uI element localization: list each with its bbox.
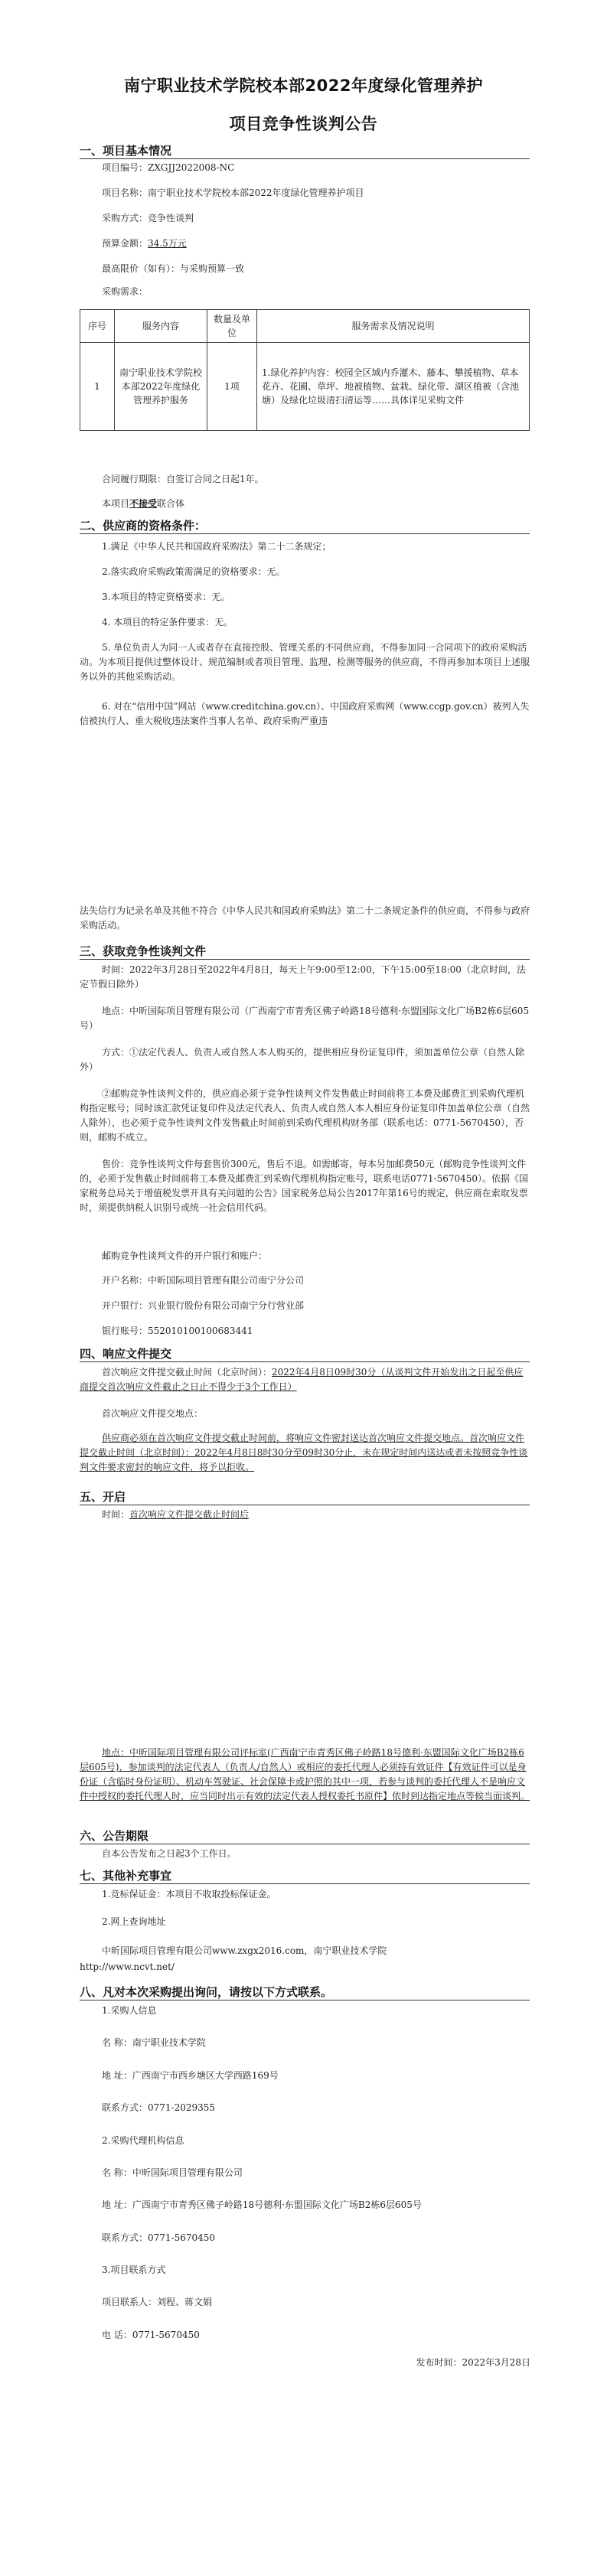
section-7-rule (80, 1883, 530, 1884)
header-description: 服务需求及情况说明 (257, 310, 530, 343)
budget-label: 预算金额： (102, 238, 148, 249)
section-3-rule (80, 959, 530, 960)
project-contact-person: 项目联系人：刘程、蒋文娟 (102, 2297, 213, 2307)
agent-name: 名 称：中昕国际项目管理有限公司 (102, 2167, 243, 2178)
cell-index: 1 (80, 343, 115, 431)
agent-phone: 联系方式：0771-5670450 (102, 2232, 216, 2243)
deposit-note: 1.竞标保证金：本项目不收取投标保证金。 (102, 1889, 276, 1899)
agent-info-title: 2.采购代理机构信息 (102, 2135, 184, 2146)
account-name: 开户名称：中昕国际项目管理有限公司南宁分公司 (102, 1275, 305, 1286)
online-site-ncvt: http://www.ncvt.net/ (80, 1961, 175, 1972)
obtain-time: 时间：2022年3月28日至2022年4月8日，每天上午9:00至12:00，下午15:00至18:00（北京时间，法定节假日除外） (80, 964, 526, 990)
account-bank: 开户银行：兴业银行股份有限公司南宁分行营业部 (102, 1300, 305, 1311)
online-query-label: 2.网上查询地址 (102, 1916, 166, 1927)
obtain-way: 方式：①法定代表人、负责人或自然人本人购买的，提供相应身份证复印件，须加盖单位公章（自然人除外） (80, 1047, 525, 1072)
opening-time-label: 时间： (102, 1509, 130, 1520)
opening-time-value: 首次响应文件提交截止时间后 (129, 1509, 250, 1520)
consortium-post: 联合体 (157, 498, 185, 509)
qualification-item-1: 1.满足《中华人民共和国政府采购法》第二十二条规定； (102, 541, 331, 552)
table-row (80, 343, 530, 431)
consortium-pre: 本项目 (102, 498, 130, 509)
opening-time (102, 1508, 530, 1521)
header-service: 服务内容 (115, 310, 207, 343)
contract-period: 合同履行期限：自签订合同之日起1年。 (102, 474, 264, 484)
consortium-strong: 不接受 (129, 498, 158, 509)
project-contact-phone: 电 话：0771-5670450 (102, 2330, 200, 2340)
qualification-item-6-part-1: 6. 对在“信用中国”网站（www.creditchina.gov.cn）、中国政府采购网（www.ccgp.gov.cn）被列入失信被执行人、重大税收违法案件当事人名单、政府采购严重违 (80, 701, 530, 726)
online-sites: 中昕国际项目管理有限公司www.zxgx2016.com，南宁职业技术学院 (102, 1945, 387, 1956)
buyer-address: 地 址：广西南宁市西乡塘区大学西路169号 (102, 2070, 279, 2081)
announcement-period: 自本公告发布之日起3个工作日。 (102, 1848, 237, 1859)
procurement-method: 采购方式：竞争性谈判 (102, 213, 194, 223)
header-index: 序号 (80, 310, 115, 343)
section-8-heading: 八、凡对本次采购提出询问，请按以下方式联系。 (80, 1985, 333, 1999)
section-6-heading: 六、公告期限 (80, 1829, 149, 1843)
section-7-heading: 七、其他补充事宜 (80, 1869, 172, 1883)
project-name: 项目名称：南宁职业技术学院校本部2022年度绿化管理养护项目 (102, 187, 364, 198)
account-number: 银行账号：552010100100683441 (102, 1325, 253, 1336)
obtain-mail: ②邮购竞争性谈判文件的，供应商必须于竞争性谈判文件发售截止时间前将工本费及邮费汇到采购代理机构指定账号；同时该汇款凭证复印件及法定代表人、负责人或自然人本人相应身份证复印件加盖单位公章（自然人除外），也必须于竞争性谈判文件发售截止时间前到采购代理机构财务部（联系电话：0771-5670450），否则，邮购不成立。 (80, 1088, 530, 1143)
agent-address: 地 址：广西南宁市青秀区佛子岭路18号德利·东盟国际文化广场B2栋6层605号 (102, 2199, 422, 2210)
opening-place (80, 1746, 531, 1804)
qualification-item-2: 2.落实政府采购政策需满足的资格要求：无。 (102, 566, 286, 577)
consortium (102, 497, 530, 510)
submission-deadline (80, 1365, 531, 1394)
budget (102, 236, 530, 250)
section-4-rule (80, 1361, 530, 1362)
obtain-place: 地点：中昕国际项目管理有限公司（广西南宁市青秀区佛子岭路18号德利·东盟国际文化广场B2栋6层605号） (80, 1006, 530, 1031)
submission-note: 供应商必须在首次响应文件提交截止时间前，将响应文件密封送达首次响应文件提交地点。首次响应文件提交截止时间（北京时间）：2022年4月8日8时30分至09时30分止，未在规定时间内送达或者未按照竞争性谈判文件要求密封的响应文件，将予以拒收。 (80, 1433, 528, 1472)
qualification-item-6-part-2: 法失信行为记录名单及其他不符合《中华人民共和国政府采购法》第二十二条规定条件的供应商，不得参与政府采购活动。 (80, 905, 530, 931)
section-1-rule (80, 158, 530, 159)
buyer-info-title: 1.采购人信息 (102, 2005, 157, 2016)
qualification-item-4: 4. 本项目的特定条件要求：无。 (102, 617, 233, 628)
opening-place-text: 地点：中昕国际项目管理有限公司评标室(广西南宁市青秀区佛子岭路18号德利·东盟国际文化广场B2栋6层605号)，参加谈判的法定代表人（负责人/自然人）或相应的委托代理人必须持有效证件【有效证件可以是身份证（含临时身份证明）、机动车驾驶证、社会保障卡或护照的其中一项，若参与谈判的委托代理人不是响应文件中授权的委托代理人时，应当同时出示有效的法定代表人授权委托书原件】依时到达指定地点等候当面谈判。 (80, 1747, 530, 1802)
section-1-heading: 一、项目基本情况 (80, 144, 172, 158)
submission-deadline-label: 首次响应文件提交截止时间（北京时间）： (102, 1367, 272, 1378)
max-price: 最高限价（如有）：与采购预算一致 (102, 263, 245, 274)
section-5-heading: 五、开启 (80, 1490, 126, 1504)
submission-deadline-value: 2022年4月8日09时30分（从谈判文件开始发出之日起至供应商提交首次响应文件截止之日止不得少于3个工作日） (80, 1367, 524, 1392)
project-number: 项目编号：ZXGJJ2022008-NC (102, 162, 235, 173)
section-2-rule (80, 533, 530, 534)
qualification-item-3: 3.本项目的特定资格要求：无。 (102, 592, 230, 602)
table-header-row (80, 310, 530, 343)
submission-place-label: 首次响应文件提交地点： (102, 1408, 204, 1419)
section-2-heading: 二、供应商的资格条件： (80, 519, 207, 533)
qualification-item-5: 5. 单位负责人为同一人或者存在直接控股、管理关系的不同供应商，不得参加同一合同项下的政府采购活动。为本项目提供过整体设计、规范编制或者项目管理、监理、检测等服务的供应商，不得再参加本项目上述服务以外的其他采购活动。 (80, 642, 530, 682)
release-date: 发布时间：2022年3月28日 (416, 2357, 530, 2368)
header-quantity: 数量及单位 (207, 310, 257, 343)
cell-quantity: 1项 (207, 343, 257, 431)
cell-service: 南宁职业技术学院校本部2022年度绿化管理养护服务 (115, 343, 207, 431)
cell-description: 1.绿化养护内容：校园全区域内乔灌木、藤本、攀援植物、草本花卉、花圃、草坪、地被植物、盆栽、绿化带、湖区植被（含池塘）及绿化垃圾清扫清运等……具体详见采购文件 (257, 343, 530, 431)
account-intro: 邮购竞争性谈判文件的开户银行和账户： (102, 1251, 268, 1261)
demand-label: 采购需求： (102, 286, 148, 297)
buyer-name: 名 称：南宁职业技术学院 (102, 2037, 206, 2048)
project-contact-title: 3.项目联系方式 (102, 2265, 166, 2275)
budget-value: 34.5万元 (148, 238, 187, 249)
section-4-heading: 四、响应文件提交 (80, 1347, 172, 1361)
document-price: 售价：竞争性谈判文件每套售价300元，售后不退。如需邮寄，每本另加邮费50元（邮购竞争性谈判文件的，必须于发售截止时间前将工本费及邮费汇到采购代理机构指定账号，联系电话0771-5670450）。依据《国家税务总局关于增值税发票开具有关问题的公告》国家税务总局公告2017年第16号的规定，供应商在索取发票时，须提供纳税人识别号或统一社会信用代码。 (80, 1159, 529, 1213)
section-3-heading: 三、获取竞争性谈判文件 (80, 944, 207, 958)
page-title: 南宁职业技术学院校本部2022年度绿化管理养护 (124, 77, 483, 95)
buyer-phone: 联系方式：0771-2029355 (102, 2102, 216, 2113)
page-subtitle: 项目竞争性谈判公告 (229, 115, 378, 133)
requirements-table (80, 309, 530, 431)
